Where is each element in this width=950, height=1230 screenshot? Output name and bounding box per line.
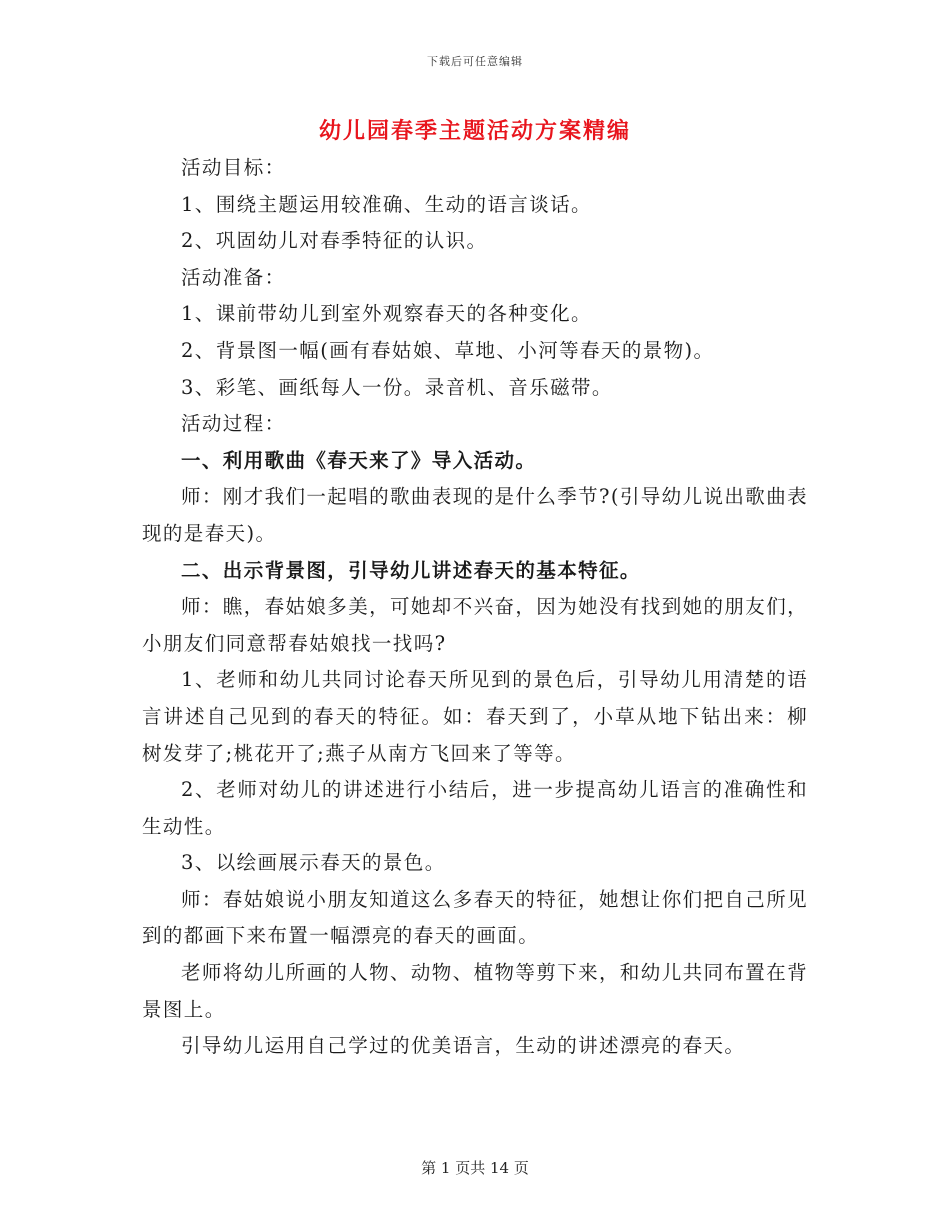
section-heading: 一、利用歌曲《春天来了》导入活动。 [181, 448, 537, 472]
paragraph: 活动目标： [181, 156, 286, 179]
paragraph: 3、彩笔、画纸每人一份。录音机、音乐磁带。 [181, 375, 613, 399]
paragraph: 2、巩固幼儿对春季特征的认识。 [181, 229, 488, 253]
paragraph: 1、围绕主题运用较准确、生动的语言谈话。 [181, 192, 592, 216]
section-heading: 二、出示背景图，引导幼儿讲述春天的基本特征。 [181, 558, 641, 582]
paragraph: 活动过程： [181, 412, 286, 436]
document-title: 幼儿园春季主题活动方案精编 [318, 118, 631, 144]
page-footer: 第 1 页共 14 页 [421, 1159, 529, 1177]
paragraph: 引导幼儿运用自己学过的优美语言，生动的讲述漂亮的春天。 [181, 1034, 746, 1058]
paragraph: 2、背景图一幅(画有春姑娘、草地、小河等春天的景物)。 [181, 338, 715, 362]
paragraph: 3、以绘画展示春天的景色。 [181, 851, 446, 875]
paragraph: 1、课前带幼儿到室外观察春天的各种变化。 [181, 302, 592, 326]
document-body [142, 150, 808, 1065]
header-note: 下载后可任意编辑 [427, 55, 523, 68]
paragraph: 老师将幼儿所画的人物、动物、植物等剪下来，和幼儿共同布置在背景图上。 [142, 961, 809, 1021]
paragraph: 师：刚才我们一起唱的歌曲表现的是什么季节?(引导幼儿说出歌曲表现的是春天)。 [142, 485, 808, 545]
paragraph: 2、老师对幼儿的讲述进行小结后，进一步提高幼儿语言的准确性和生动性。 [142, 778, 808, 838]
paragraph: 活动准备： [181, 265, 286, 289]
paragraph: 1、老师和幼儿共同讨论春天所见到的景色后，引导幼儿用清楚的语言讲述自己见到的春天的特征。如：春天到了，小草从地下钻出来：柳树发芽了;桃花开了;燕子从南方飞回来了等等。 [142, 668, 808, 765]
paragraph: 师：瞧，春姑娘多美，可她却不兴奋，因为她没有找到她的朋友们，小朋友们同意帮春姑娘找一找吗? [142, 595, 809, 655]
paragraph: 师：春姑娘说小朋友知道这么多春天的特征，她想让你们把自己所见到的都画下来布置一幅漂亮的春天的画面。 [142, 887, 809, 948]
